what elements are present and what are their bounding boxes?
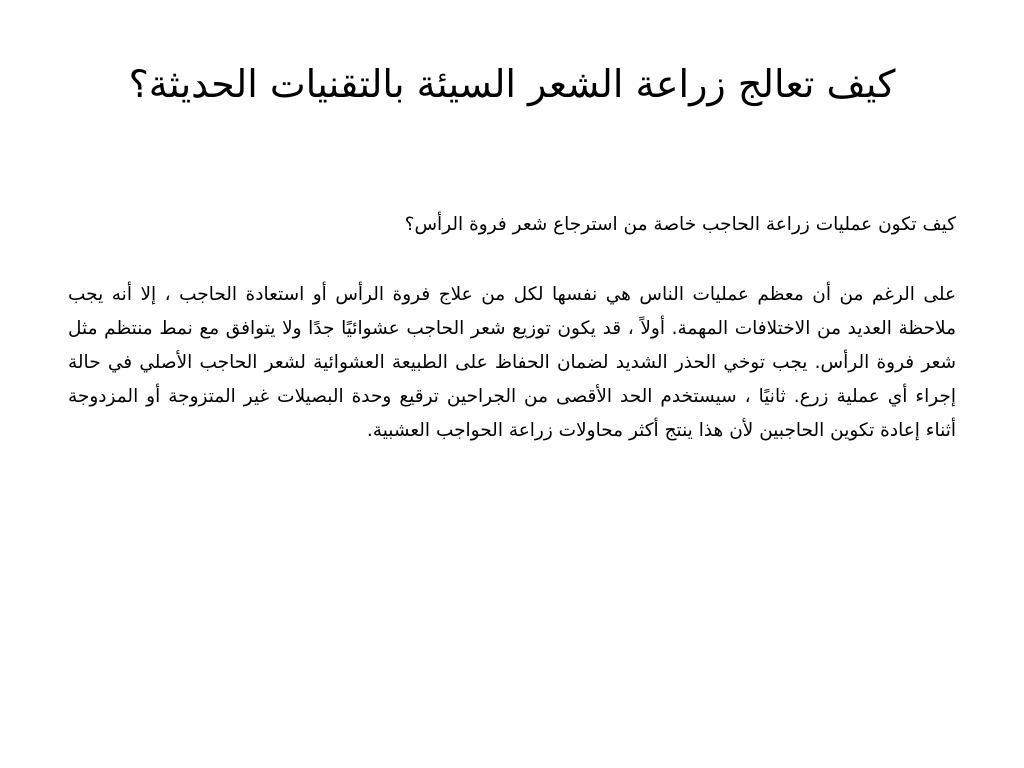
slide-title: كيف تعالج زراعة الشعر السيئة بالتقنيات الحديثة؟ <box>128 62 896 106</box>
slide-body <box>68 208 956 448</box>
slide-subtitle: كيف تكون عمليات زراعة الحاجب خاصة من استرجاع شعر فروة الرأس؟ <box>404 214 956 235</box>
slide-paragraph: على الرغم من أن معظم عمليات الناس هي نفسها لكل من علاج فروة الرأس أو استعادة الحاجب ، إلا أنه يجب ملاحظة العديد من الاختلافات المهمة. أولاً ، قد يكون توزيع شعر الحاجب عشوائيًا جدًا ولا يتوافق مع نمط منتظم مثل شعر فروة الرأس. يجب توخي الحذر الشديد لضمان الحفاظ على الطبيعة العشوائية لشعر الحاجب الأصلي في حالة إجراء أي عملية زرع. ثانيًا ، سيستخدم الحد الأقصى من الجراحين ترقيع وحدة البصيلات غير المتزوجة أو المزدوجة أثناء إعادة تكوين الحاجبين لأن هذا ينتج أكثر محاولات زراعة الحواجب العشبية. <box>68 284 956 441</box>
